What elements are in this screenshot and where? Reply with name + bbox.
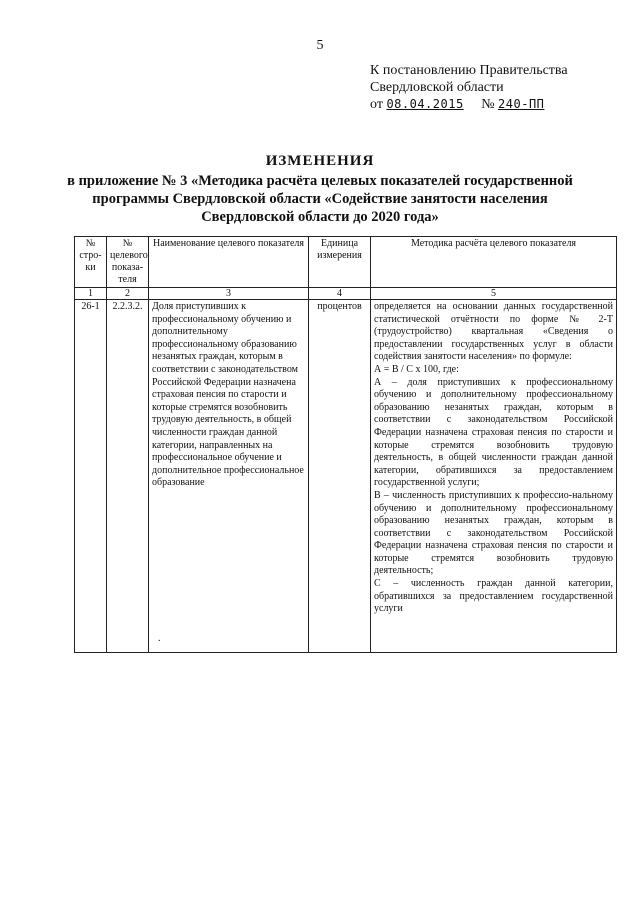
- document-title: [60, 152, 580, 226]
- method-intro: определяется на основании данных государственной статистической отчётности по форме № 2-Т (трудоустройство) квартальная «Сведения о предоставлении государственных услуг в области содействия занятости населения» по формуле:: [374, 301, 613, 363]
- title-heading: ИЗМЕНЕНИЯ: [265, 153, 375, 169]
- column-number: 5: [371, 288, 617, 300]
- method-formula: А = В / С х 100, где:: [374, 363, 459, 375]
- indicator-name-text: Доля приступивших к профессиональному обучению и дополнительному профессиональному образованию незанятых граждан, которым в соответствии с законодательством Российской Федерации назначена страховая пенсия по старости и которые стремятся возобновить трудовую деятельность, в общей численности граждан данной категории, направленных на профессиональное обучение и дополнительное профессиональное образование: [152, 301, 304, 489]
- changes-table: [74, 236, 617, 653]
- column-number: 2: [107, 288, 149, 300]
- header-indicator-number: № целевого показа-теля: [107, 237, 149, 288]
- title-line-2: программы Свердловской области «Содействие занятости населения: [92, 191, 548, 207]
- title-line-3: Свердловской области до 2020 года»: [201, 209, 439, 225]
- header-row-number: № стро-ки: [75, 237, 107, 288]
- table-row: [75, 300, 617, 653]
- column-number: 1: [75, 288, 107, 300]
- trailing-mark: [152, 633, 305, 651]
- number-prefix: №: [481, 97, 495, 112]
- column-number: 3: [149, 288, 309, 300]
- table-header-row: [75, 237, 617, 288]
- header-unit: Единица измерения: [309, 237, 371, 288]
- attachment-line-2: Свердловской области: [370, 80, 504, 95]
- title-line-1: в приложение № 3 «Методика расчёта целевых показателей государственной: [67, 173, 573, 189]
- page-number: 5: [316, 38, 324, 53]
- method-cell: [371, 300, 617, 653]
- unit-cell: процентов: [309, 300, 371, 653]
- trailing-mark-text: .: [158, 632, 161, 644]
- header-indicator-name: Наименование целевого показателя: [149, 237, 309, 288]
- date-prefix: от: [370, 97, 383, 112]
- attachment-line-1: К постановлению Правительства: [370, 63, 568, 78]
- header-method: Методика расчёта целевого показателя: [371, 237, 617, 288]
- attachment-block: [370, 62, 568, 113]
- date-value: 08.04.2015: [386, 97, 464, 111]
- row-number-cell: 26-1: [75, 300, 107, 653]
- column-number: 4: [309, 288, 371, 300]
- number-value: 240-ПП: [498, 97, 545, 111]
- attachment-date-line: [370, 96, 568, 113]
- method-definition-c: С – численность граждан данной категории, обратившихся за предоставлением государственной услуги: [374, 578, 613, 615]
- method-definition-b: В – численность приступивших к профессио-нальному обучению и дополнительному профессиональному образованию незанятых граждан, которым в соответствии с законодательством Российской Федерации назначена страховая пенсия по старости и которые стремятся возобновить трудовую деятельность;: [374, 489, 613, 577]
- indicator-name-cell: [149, 300, 309, 653]
- method-definition-a: А – доля приступивших к профессиональному обучению и дополнительному профессиональному образованию незанятых граждан, которым в соответствии с законодательством Российской Федерации назначена страховая пенсия по старости и которые стремятся возобновить трудовую деятельность, в общей численности граждан данной категории, обратившихся за предоставлением государственной услуги;: [374, 376, 613, 489]
- indicator-number-cell: 2.2.3.2.: [107, 300, 149, 653]
- column-number-row: [75, 288, 617, 300]
